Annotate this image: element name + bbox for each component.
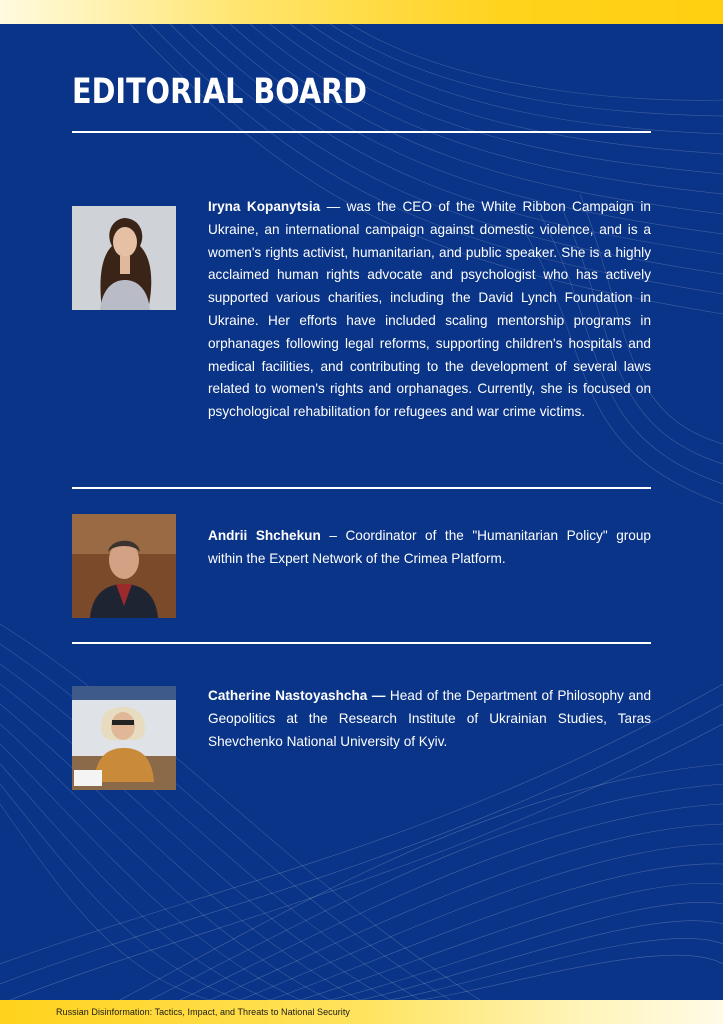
- name-separator: –: [320, 528, 346, 543]
- bio-text: Head of the Department of Philosophy and Geopolitics at the Research Institute of Ukrainian Studies, Taras Shevchenko National University of Kyiv.: [208, 688, 652, 749]
- member-bio-andrii-shchekun: [208, 525, 651, 571]
- member-name: Andrii Shchekun: [208, 528, 321, 543]
- section-divider: [72, 487, 651, 489]
- top-yellow-band: [0, 0, 723, 24]
- section-divider: [72, 642, 651, 644]
- member-bio-iryna-kopanytsia: [208, 196, 651, 424]
- name-separator: —: [367, 688, 390, 703]
- bio-text: Coordinator of the "Humanitarian Policy" group within the Expert Network of the Crimea Platform.: [208, 528, 651, 566]
- page-title: EDITORIAL BOARD: [72, 72, 367, 112]
- member-photo-catherine-nastoyashcha: [72, 686, 176, 790]
- member-photo-iryna-kopanytsia: [72, 206, 176, 310]
- title-divider: [72, 131, 651, 133]
- footer-text: Russian Disinformation: Tactics, Impact, and Threats to National Security: [56, 1007, 350, 1017]
- member-name: Catherine Nastoyashcha: [208, 688, 368, 703]
- bio-text: was the CEO of the White Ribbon Campaign in Ukraine, an international campaign against domestic violence, and is a women's rights activist, humanitarian, and public speaker. She is a highly acclaimed human rights advocate and psychologist who has actively supported various charities, including the David Lynch Foundation in Ukraine. Her efforts have included scaling mentorship programs in orphanages following legal reforms, supporting children's hospitals and medical facilities, and contributing to the development of several laws related to women's rights and orphanages. Currently, she is focused on psychological rehabilitation for refugees and war crime victims.: [208, 199, 651, 420]
- name-separator: —: [320, 199, 347, 214]
- background-wave-pattern: [0, 24, 723, 1000]
- member-name: Iryna Kopanytsia: [208, 199, 321, 214]
- member-bio-catherine-nastoyashcha: [208, 685, 651, 753]
- member-photo-andrii-shchekun: [72, 514, 176, 618]
